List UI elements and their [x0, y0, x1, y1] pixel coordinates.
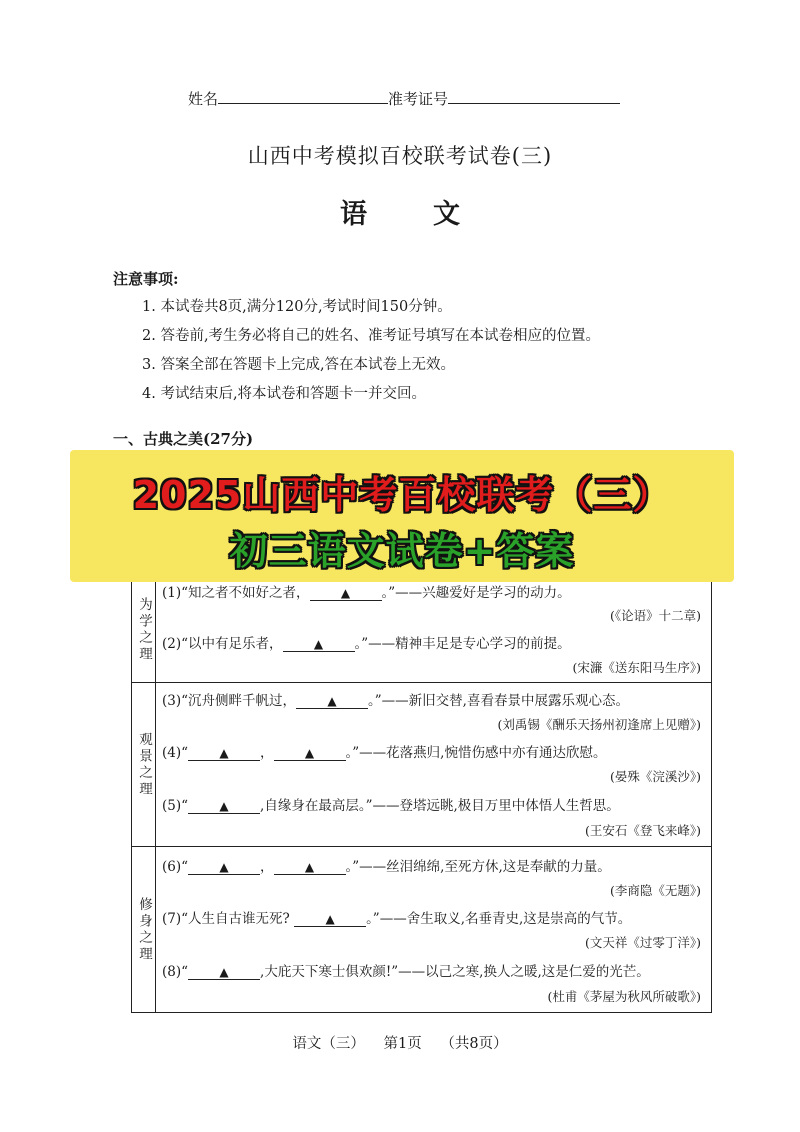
answer-blank[interactable]: ▲	[188, 746, 260, 761]
footer-subject: 语文（三）	[292, 1036, 365, 1052]
footer-page: 第1页	[383, 1036, 422, 1052]
answer-blank[interactable]: ▲	[274, 746, 346, 761]
ticket-label: 准考证号	[388, 90, 449, 108]
group-label: 为学之理	[132, 578, 156, 682]
promo-banner	[70, 450, 734, 582]
question-line: (3)“沉舟侧畔千帆过， ▲ 。”——新旧交替,喜看春景中展露乐观心态。	[162, 693, 629, 709]
question-line: (4)“ ▲ ， ▲ 。”——花落燕归,惋惜伤感中亦有通达欣慰。	[162, 745, 607, 761]
question-group	[132, 846, 711, 1013]
notice-list	[142, 296, 600, 412]
group-label: 修身之理	[132, 847, 156, 1013]
answer-blank[interactable]: ▲	[283, 637, 355, 652]
name-blank[interactable]	[218, 89, 388, 104]
banner-headline: 2025山西中考百校联考（三）	[132, 473, 672, 517]
answer-blank[interactable]: ▲	[294, 912, 366, 927]
question-source: (王安石《登飞来峰》)	[584, 823, 701, 838]
answer-blank[interactable]: ▲	[188, 965, 260, 980]
question-line: (2)“以中有足乐者， ▲ 。”——精神丰足是专心学习的前提。	[162, 636, 571, 652]
question-line: (7)“人生自古谁无死? ▲ 。”——舍生取义,名垂青史,这是崇高的气节。	[162, 911, 632, 927]
question-source: (文天祥《过零丁洋》)	[584, 935, 701, 950]
name-label: 姓名	[188, 90, 219, 108]
banner-subheadline: 初三语文试卷+答案	[229, 529, 575, 573]
question-line: (5)“ ▲ ,自缘身在最高层。”——登塔远眺,极目万里中体悟人生哲思。	[162, 798, 620, 814]
question-group	[132, 578, 711, 682]
question-line: (8)“ ▲ ,大庇天下寒士俱欢颜!”——以己之寒,换人之暖,这是仁爱的光芒。	[162, 964, 650, 980]
candidate-info-line	[188, 88, 620, 109]
question-line: (1)“知之者不如好之者， ▲ 。”——兴趣爱好是学习的动力。	[162, 585, 571, 601]
exam-title: 山西中考模拟百校联考试卷(三)	[247, 144, 553, 168]
section-title: 一、古典之美(27分)	[113, 430, 254, 448]
footer-total: （共8页）	[440, 1036, 508, 1052]
question-group	[132, 682, 711, 846]
notice-title: 注意事项:	[113, 270, 179, 288]
question-source: (杜甫《茅屋为秋风所破歌》)	[547, 989, 701, 1004]
notice-item: 4. 考试结束后,将本试卷和答题卡一并交回。	[142, 386, 427, 402]
answer-blank[interactable]: ▲	[188, 799, 260, 814]
question-source: (李商隐《无题》)	[609, 883, 701, 898]
answer-blank[interactable]: ▲	[188, 860, 260, 875]
notice-item: 2. 答卷前,考生务必将自己的姓名、准考证号填写在本试卷相应的位置。	[142, 328, 601, 344]
notice-item: 3. 答案全部在答题卡上完成,答在本试卷上无效。	[142, 357, 456, 373]
subject-title: 语文	[340, 199, 526, 230]
question-source: (刘禹锡《酬乐天扬州初逢席上见赠》)	[497, 717, 701, 732]
group-label: 观景之理	[132, 683, 156, 846]
question-source: (《论语》十二章)	[609, 608, 701, 623]
page-footer	[0, 1032, 800, 1053]
answer-blank[interactable]: ▲	[310, 586, 382, 601]
answer-blank[interactable]: ▲	[274, 860, 346, 875]
ticket-blank[interactable]	[448, 89, 620, 104]
question-source: (晏殊《浣溪沙》)	[609, 769, 701, 784]
question-line: (6)“ ▲ ， ▲ 。”——丝泪绵绵,至死方休,这是奉献的力量。	[162, 859, 611, 875]
question-table	[131, 580, 712, 1013]
notice-item: 1. 本试卷共8页,满分120分,考试时间150分钟。	[142, 299, 452, 315]
question-source: (宋濂《送东阳马生序》)	[572, 660, 701, 675]
answer-blank[interactable]: ▲	[296, 694, 368, 709]
